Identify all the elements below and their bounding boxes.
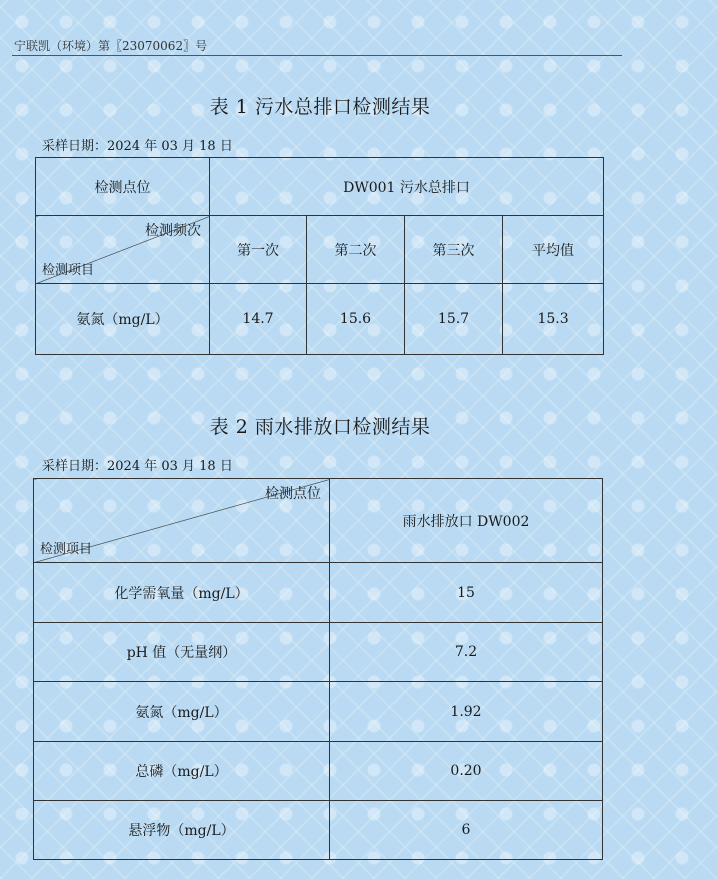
value-cell: 1.92 [330, 682, 603, 742]
point-value-cell: 雨水排放口 DW002 [330, 479, 603, 563]
column-header: 第一次 [210, 216, 307, 284]
item-header-label: 检测项目 [42, 263, 95, 278]
report-reference-number: 宁联凯（环境）第〖23070062〗号 [14, 39, 208, 53]
wastewater-results-table [35, 157, 604, 355]
table1-title: 表 1 污水总排口检测结果 [209, 96, 431, 118]
point-header-label: 检测点位 [265, 486, 321, 502]
column-header: 平均值 [503, 216, 604, 284]
value-cell: 7.2 [330, 623, 603, 682]
item-cell: 总磷（mg/L） [34, 742, 330, 801]
item-cell: 氨氮（mg/L） [34, 682, 330, 742]
diagonal-header-cell [34, 479, 330, 563]
table1-sampling-date: 采样日期：2024 年 03 月 18 日 [42, 139, 233, 154]
value-cell: 0.20 [330, 742, 603, 801]
value-cell: 14.7 [210, 284, 307, 355]
table-row [34, 623, 603, 682]
item-cell: 化学需氧量（mg/L） [34, 563, 330, 623]
table-row [34, 479, 603, 563]
column-header: 第二次 [307, 216, 405, 284]
table2-title: 表 2 雨水排放口检测结果 [209, 416, 431, 438]
rainwater-results-table [33, 478, 603, 860]
item-header-label: 检测项目 [40, 542, 93, 557]
table-row [34, 801, 603, 860]
table-row [36, 216, 604, 284]
value-cell: 15.7 [405, 284, 503, 355]
table2-sampling-date: 采样日期：2024 年 03 月 18 日 [42, 459, 233, 474]
item-cell: 氨氮（mg/L） [36, 284, 210, 355]
frequency-header-label: 检测频次 [145, 223, 201, 239]
value-cell: 6 [330, 801, 603, 860]
value-cell: 15.6 [307, 284, 405, 355]
table-row [34, 682, 603, 742]
diagonal-header-cell [36, 216, 210, 284]
item-cell: pH 值（无量纲） [34, 623, 330, 682]
point-value-cell: DW001 污水总排口 [210, 158, 604, 216]
value-cell: 15.3 [503, 284, 604, 355]
item-cell: 悬浮物（mg/L） [34, 801, 330, 860]
table-row [36, 158, 604, 216]
value-cell: 15 [330, 563, 603, 623]
column-header: 第三次 [405, 216, 503, 284]
table-row [34, 742, 603, 801]
table-row [34, 563, 603, 623]
table-row [36, 284, 604, 355]
header-divider [12, 55, 622, 56]
point-label-cell: 检测点位 [36, 158, 210, 216]
